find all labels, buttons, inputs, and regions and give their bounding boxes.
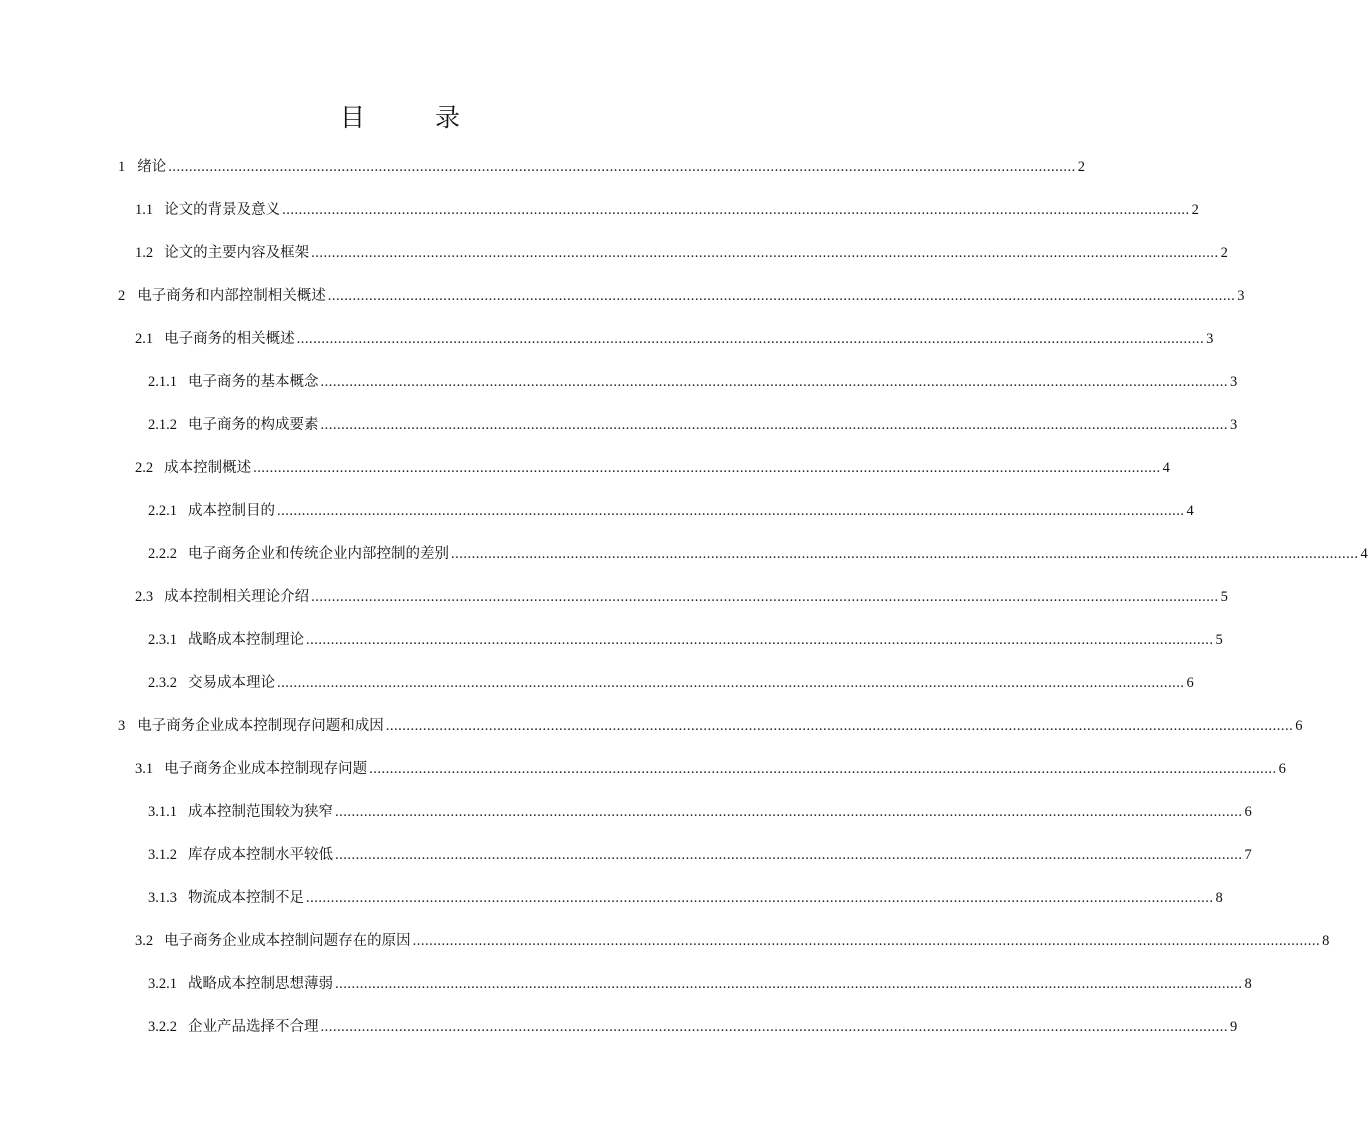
toc-dot-leader: ............................................................................................................................................................................................................................ (335, 847, 1243, 863)
toc-entry-page-number: 2 (1077, 159, 1085, 175)
toc-entry-title: 成本控制概述 (164, 460, 252, 476)
toc-entry[interactable] (148, 497, 1194, 525)
toc-entry-title: 电子商务企业和传统企业内部控制的差别 (188, 546, 449, 562)
toc-dot-leader: ............................................................................................................................................................................................................................ (320, 374, 1228, 390)
toc-entry-page-number: 8 (1322, 933, 1330, 949)
toc-entry-page-number: 2 (1220, 245, 1228, 261)
toc-entry[interactable] (135, 755, 1286, 783)
toc-entry-title: 电子商务企业成本控制现存问题和成因 (137, 718, 384, 734)
toc-entry-page-number: 2 (1191, 202, 1199, 218)
toc-entry-page-number: 4 (1186, 503, 1194, 519)
toc-entry[interactable] (148, 368, 1238, 396)
toc-entry-title: 电子商务企业成本控制问题存在的原因 (164, 933, 411, 949)
toc-entry-title: 电子商务的相关概述 (164, 331, 295, 347)
toc-entry-title: 电子商务和内部控制相关概述 (137, 288, 326, 304)
toc-entry-title: 电子商务的基本概念 (188, 374, 319, 390)
toc-entry-number: 2.3.2 (148, 675, 177, 691)
toc-entry-number: 3.1.1 (148, 804, 177, 820)
toc-entry-number: 1 (118, 159, 126, 175)
page-title: 目 录 (339, 103, 483, 132)
toc-dot-leader: ............................................................................................................................................................................................................................ (277, 503, 1185, 519)
toc-entry[interactable] (148, 669, 1194, 697)
toc-entry-number: 3.2.1 (148, 976, 177, 992)
toc-dot-leader: ............................................................................................................................................................................................................................ (335, 804, 1243, 820)
toc-entry-number: 3 (118, 718, 126, 734)
toc-entry[interactable] (148, 884, 1223, 912)
toc-entry-number: 2.2.1 (148, 503, 177, 519)
toc-entry-number: 2.1.1 (148, 374, 177, 390)
toc-entry-page-number: 8 (1244, 976, 1252, 992)
toc-entry-page-number: 3 (1237, 288, 1245, 304)
toc-dot-leader: ............................................................................................................................................................................................................................ (451, 546, 1359, 562)
toc-entry-number: 3.1.3 (148, 890, 177, 906)
toc-entry[interactable] (118, 153, 1085, 181)
toc-entry-page-number: 3 (1230, 374, 1238, 390)
toc-entry-number: 2.2 (135, 460, 154, 476)
toc-entry[interactable] (135, 454, 1170, 482)
toc-entry-title: 库存成本控制水平较低 (188, 847, 333, 863)
toc-entry-page-number: 4 (1360, 546, 1368, 562)
toc-dot-leader: ............................................................................................................................................................................................................................ (296, 331, 1205, 347)
toc-entry[interactable] (148, 411, 1238, 439)
toc-dot-leader: ............................................................................................................................................................................................................................ (385, 718, 1294, 734)
toc-entry-title: 电子商务企业成本控制现存问题 (164, 761, 368, 777)
toc-dot-leader: ............................................................................................................................................................................................................................ (311, 245, 1219, 261)
toc-entry[interactable] (135, 927, 1330, 955)
toc-entry[interactable] (148, 1013, 1238, 1041)
toc-entry-title: 成本控制范围较为狭窄 (188, 804, 333, 820)
toc-entry-page-number: 3 (1230, 417, 1238, 433)
toc-entry-page-number: 6 (1295, 718, 1303, 734)
toc-dot-leader: ............................................................................................................................................................................................................................ (253, 460, 1161, 476)
toc-entry-page-number: 6 (1186, 675, 1194, 691)
toc-entry-title: 电子商务的构成要素 (188, 417, 319, 433)
toc-dot-leader: ............................................................................................................................................................................................................................ (320, 1019, 1228, 1035)
toc-dot-leader: ............................................................................................................................................................................................................................ (282, 202, 1190, 218)
toc-entry-title: 物流成本控制不足 (188, 890, 304, 906)
toc-entry-page-number: 5 (1220, 589, 1228, 605)
toc-entry[interactable] (135, 239, 1228, 267)
toc-entry-number: 3.2 (135, 933, 154, 949)
toc-dot-leader: ............................................................................................................................................................................................................................ (306, 632, 1214, 648)
toc-entry-title: 企业产品选择不合理 (188, 1019, 319, 1035)
toc-dot-leader: ............................................................................................................................................................................................................................ (335, 976, 1243, 992)
toc-dot-leader: ............................................................................................................................................................................................................................ (327, 288, 1236, 304)
toc-entry[interactable] (135, 325, 1214, 353)
toc-entry-page-number: 7 (1244, 847, 1252, 863)
toc-entry[interactable] (148, 540, 1368, 568)
toc-entry[interactable] (118, 712, 1303, 740)
toc-entry[interactable] (118, 282, 1245, 310)
toc-entry-title: 成本控制相关理论介绍 (164, 589, 310, 605)
toc-dot-leader: ............................................................................................................................................................................................................................ (306, 890, 1214, 906)
toc-entry-number: 2.1.2 (148, 417, 177, 433)
toc-entry-number: 2.3 (135, 589, 154, 605)
toc-entry-number: 2.3.1 (148, 632, 177, 648)
toc-dot-leader: ............................................................................................................................................................................................................................ (412, 933, 1321, 949)
toc-entry[interactable] (148, 798, 1252, 826)
toc-entry[interactable] (148, 970, 1252, 998)
toc-entry-title: 论文的主要内容及框架 (164, 245, 310, 261)
toc-entry[interactable] (148, 626, 1223, 654)
toc-entry-number: 3.2.2 (148, 1019, 177, 1035)
toc-entry-page-number: 4 (1162, 460, 1170, 476)
toc-dot-leader: ............................................................................................................................................................................................................................ (311, 589, 1219, 605)
toc-entry-page-number: 5 (1215, 632, 1223, 648)
toc-entry-page-number: 3 (1206, 331, 1214, 347)
toc-entry-title: 论文的背景及意义 (164, 202, 281, 218)
toc-entry-page-number: 9 (1230, 1019, 1238, 1035)
toc-entry-number: 3.1.2 (148, 847, 177, 863)
toc-entry-title: 绪论 (137, 159, 167, 175)
toc-dot-leader: ............................................................................................................................................................................................................................ (369, 761, 1277, 777)
toc-entry-page-number: 8 (1215, 890, 1223, 906)
toc-dot-leader: ............................................................................................................................................................................................................................ (277, 675, 1185, 691)
toc-entry-title: 战略成本控制理论 (188, 632, 304, 648)
toc-entry-number: 3.1 (135, 761, 154, 777)
toc-dot-leader: ............................................................................................................................................................................................................................ (320, 417, 1228, 433)
toc-entry-title: 交易成本理论 (188, 675, 275, 691)
toc-entry-number: 1.2 (135, 245, 154, 261)
toc-entry-page-number: 6 (1244, 804, 1252, 820)
toc-entry[interactable] (148, 841, 1252, 869)
toc-entry-number: 2 (118, 288, 126, 304)
toc-entry-number: 1.1 (135, 202, 154, 218)
toc-entry-page-number: 6 (1278, 761, 1286, 777)
toc-dot-leader: ............................................................................................................................................................................................................................ (168, 159, 1076, 175)
toc-entry-number: 2.2.2 (148, 546, 177, 562)
toc-entry[interactable] (135, 196, 1199, 224)
toc-entry-number: 2.1 (135, 331, 154, 347)
toc-entry-title: 成本控制目的 (188, 503, 275, 519)
toc-entry-title: 战略成本控制思想薄弱 (188, 976, 333, 992)
toc-entry[interactable] (135, 583, 1228, 611)
